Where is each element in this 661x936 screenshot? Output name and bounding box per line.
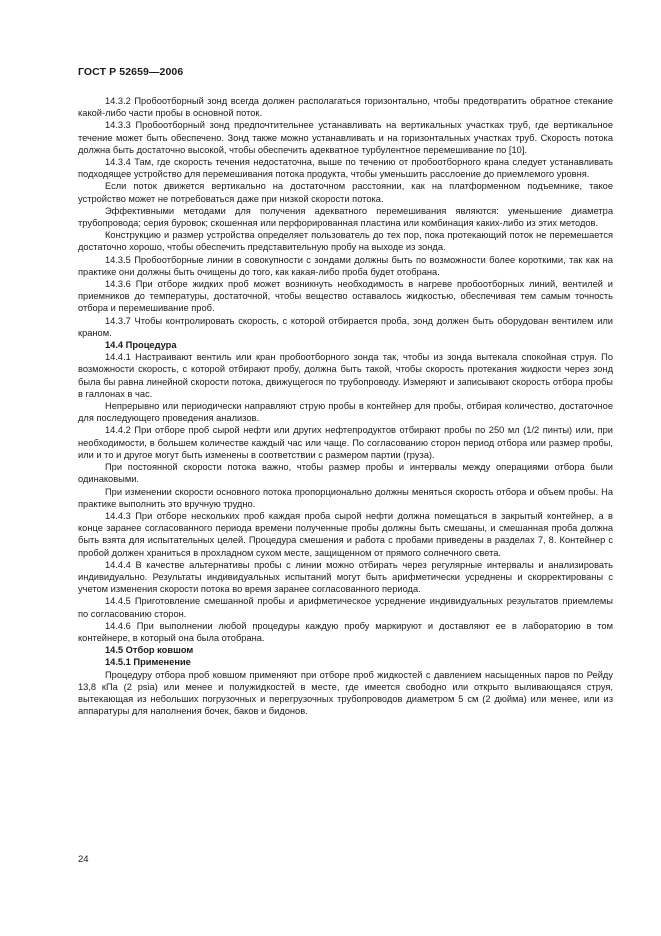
paragraph: 14.4.2 При отборе проб сырой нефти или других нефтепродуктов отбирают пробы по 250 мл (1/2 пинты) или, при необходимости, в большем количестве каждый час или чаще. По согласованию сторон период отбора или размер пробы, или и то и другое могут быть изменены в соответствии с размером партии (груза). xyxy=(78,425,613,460)
subsection-heading: 14.5.1 Применение xyxy=(105,657,191,668)
paragraph: 14.4.1 Настраивают вентиль или кран пробоотборного зонда так, чтобы из зонда вытекала спокойная струя. По возможности скорость, с которой отбирают пробу, должна быть такой, чтобы скорость протекания жидкости через зонд была бы равна линейной скорости потока, движущегося по трубопроводу. Измеряют и записывают скорость отбора пробы в галлонах в час. xyxy=(78,352,613,399)
section-heading: 14.5 Отбор ковшом xyxy=(105,645,194,656)
paragraph: При постоянной скорости потока важно, чтобы размер пробы и интервалы между операциями отбора были одинаковыми. xyxy=(78,462,613,485)
paragraph: 14.4.5 Приготовление смешанной пробы и арифметическое усреднение индивидуальных результатов приемлемы по согласованию сторон. xyxy=(78,596,613,619)
paragraph: Эффективными методами для получения адекватного перемешивания являются: уменьшение диаметра трубопровода; серия буровок; скошенная или перфорированная пластина или комбинация каких-либо из этих методов. xyxy=(78,205,613,229)
paragraph: 14.3.4 Там, где скорость течения недостаточна, выше по течению от пробоотборного крана следует устанавливать подходящее устройство для перемешивания потока продукта, чтобы уменьшить расслоение до приемлемого уровня. xyxy=(78,157,613,180)
paragraph: Конструкцию и размер устройства определяет пользователь до тех пор, пока протекающий поток не перемешается достаточно хорошо, чтобы обеспечить представительную пробу на выходе из зонда. xyxy=(78,230,613,253)
paragraph: Если поток движется вертикально на достаточном расстоянии, как на платформенном подъемнике, такое устройство может не потребоваться даже при низкой скорости потока. xyxy=(78,181,613,204)
paragraph: Процедуру отбора проб ковшом применяют при отборе проб жидкостей с давлением насыщенных паров по Рейду 13,8 кПа (2 psia) или менее и полужидкостей в месте, где имеется свободно или открыто выливающаяся струя, вытекающая из небольших погрузочных и перегрузочных трубопроводов диаметром 5 см (2 дюйма) или менее, или из аппаратуры для наполнения бочек, баков и бидонов. xyxy=(78,669,613,717)
paragraph: 14.4.3 При отборе нескольких проб каждая проба сырой нефти должна помещаться в закрытый контейнер, а в конце заранее согласованного периода времени полученные пробы должны быть смешаны, и смешанная проба должна быть взята для испытательных целей. Процедура смешения и работа с пробами приведены в разделах 7, 8. Контейнер с пробой должен храниться в прохладном сухом месте, защищенном от прямого солнечного света. xyxy=(78,510,613,558)
document-body xyxy=(78,95,613,717)
paragraph: 14.3.3 Пробоотборный зонд предпочтительнее устанавливать на вертикальных участках труб, где вертикальное течение может быть обеспечено. Зонд также можно устанавливать и на горизонтальных участках труб. Скорость потока должна быть достаточно высокой, чтобы обеспечить адекватное турбулентное перемешивание по [10]. xyxy=(78,120,613,155)
paragraph: 14.4.4 В качестве альтернативы пробы с линии можно отбирать через регулярные интервалы и анализировать индивидуально. Результаты индивидуальных испытаний могут быть арифметически усреднены и скорректированы с учетом изменения скорости потока во время заранее согласованного периода. xyxy=(78,559,613,595)
page-number: 24 xyxy=(78,854,89,865)
paragraph: 14.4.6 При выполнении любой процедуры каждую пробу маркируют и доставляют ее в лабораторию в том контейнере, в который она была отобрана. xyxy=(78,620,613,643)
paragraph: 14.3.6 При отборе жидких проб может возникнуть необходимость в нагреве пробоотборных линий, вентилей и приемников до температуры, достаточной, чтобы вещество оставалось жидкостью, обеспечивая тем самым точность отбора и перемешивание проб. xyxy=(78,279,613,314)
section-heading: 14.4 Процедура xyxy=(105,340,177,351)
paragraph: При изменении скорости основного потока пропорционально должны меняться скорость отбора и объем пробы. На практике выполнить это вручную трудно. xyxy=(78,486,613,509)
document-header: ГОСТ Р 52659—2006 xyxy=(78,66,184,78)
paragraph: Непрерывно или периодически направляют струю пробы в контейнер для пробы, отбирая количество, достаточное для последующего проведения анализов. xyxy=(78,401,613,424)
paragraph: 14.3.5 Пробоотборные линии в совокупности с зондами должны быть по возможности более короткими, так как на практике они должны быть очищены до того, как какая-либо проба будет отобрана. xyxy=(78,254,613,277)
paragraph: 14.3.7 Чтобы контролировать скорость, с которой отбирается проба, зонд должен быть оборудован вентилем или краном. xyxy=(78,315,613,338)
paragraph: 14.3.2 Пробоотборный зонд всегда должен располагаться горизонтально, чтобы предотвратить обратное стекание какой-либо части пробы в основной поток. xyxy=(78,96,613,119)
